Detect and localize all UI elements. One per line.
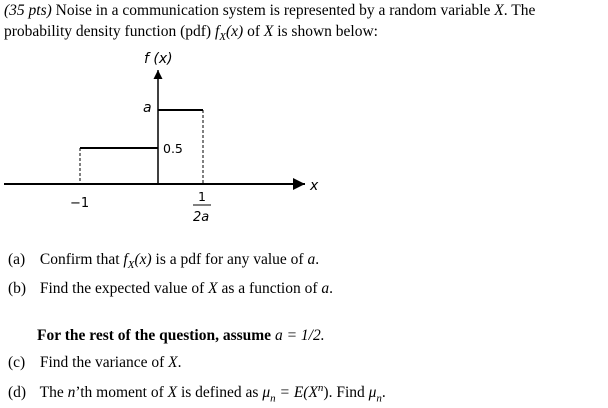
part-d-label: (d) — [8, 384, 27, 402]
part-a-var: a — [307, 251, 316, 268]
part-a-label: (a) — [8, 251, 26, 268]
part-d — [8, 378, 386, 408]
y-axis-label: f (x) — [144, 51, 173, 67]
intro-line1: Noise in a communication system is represented by a random variable — [55, 2, 491, 19]
intro-of: of — [247, 23, 260, 40]
part-a-fx: f — [123, 251, 128, 268]
intro-line2-end: is shown below: — [277, 23, 378, 40]
part-c-label: (c) — [8, 354, 26, 371]
assumption-line — [37, 327, 325, 345]
part-d-mu: μ — [262, 384, 271, 402]
part-a-fx-sub: X — [127, 259, 135, 272]
part-d-end: . — [381, 384, 386, 402]
part-a — [8, 250, 333, 275]
part-b-var2: a — [321, 280, 330, 298]
part-d-eq-end: ). Find — [323, 384, 365, 402]
part-d-mu2-sub: n — [376, 392, 382, 405]
part-b-label: (b) — [8, 280, 27, 298]
part-d-eq: = E(X — [279, 384, 318, 402]
x-axis-label: x — [310, 178, 319, 194]
intro-line2: probability density function (pdf) — [4, 23, 212, 40]
part-d-after: is defined as — [180, 384, 259, 402]
part-d-eq-sup: n — [317, 382, 324, 394]
part-d-mu-sub: n — [270, 392, 276, 405]
part-a-text-after: is a pdf for any value of — [155, 251, 304, 268]
var-x-2: X — [263, 23, 274, 40]
assumption-expr: a = 1/2. — [274, 327, 325, 344]
part-c-end: . — [177, 354, 182, 371]
level-a-label: a — [143, 100, 152, 116]
part-a-end: . — [315, 251, 320, 268]
part-b — [8, 279, 333, 299]
part-d-mu2: μ — [368, 384, 377, 402]
tick-frac-den: 2a — [193, 210, 210, 225]
fx-symbol: f — [214, 23, 220, 40]
fx-subscript: X — [219, 31, 226, 44]
part-c — [8, 353, 386, 373]
assumption-text: For the rest of the question, assume — [37, 327, 272, 344]
intro-line1-end: . The — [503, 2, 536, 19]
part-b-end: . — [329, 280, 333, 298]
part-c-text: Find the variance of — [39, 354, 165, 371]
part-d-text: The — [39, 384, 64, 402]
assumption-expr-wrap — [275, 327, 325, 344]
parts-ab — [8, 250, 333, 299]
var-x: X — [494, 2, 504, 19]
tick-minus1: −1 — [70, 196, 90, 211]
part-b-text-after: as a function of — [221, 280, 318, 298]
tick-frac-num: 1 — [198, 189, 206, 204]
part-b-text: Find the expected value of — [39, 280, 205, 298]
part-a-text: Confirm that — [39, 251, 120, 268]
part-a-fx-arg: (x) — [134, 251, 152, 268]
part-d-var: X — [167, 384, 178, 402]
level-half-label: 0.5 — [163, 141, 183, 156]
part-d-mid: ’th moment of — [75, 384, 164, 402]
part-c-var: X — [168, 354, 178, 371]
parts-cd — [8, 353, 386, 408]
points-label: (35 pts) — [4, 2, 52, 19]
fx-arg: (x) — [225, 23, 244, 40]
part-b-var: X — [208, 280, 218, 298]
part-d-n: n — [67, 384, 76, 402]
